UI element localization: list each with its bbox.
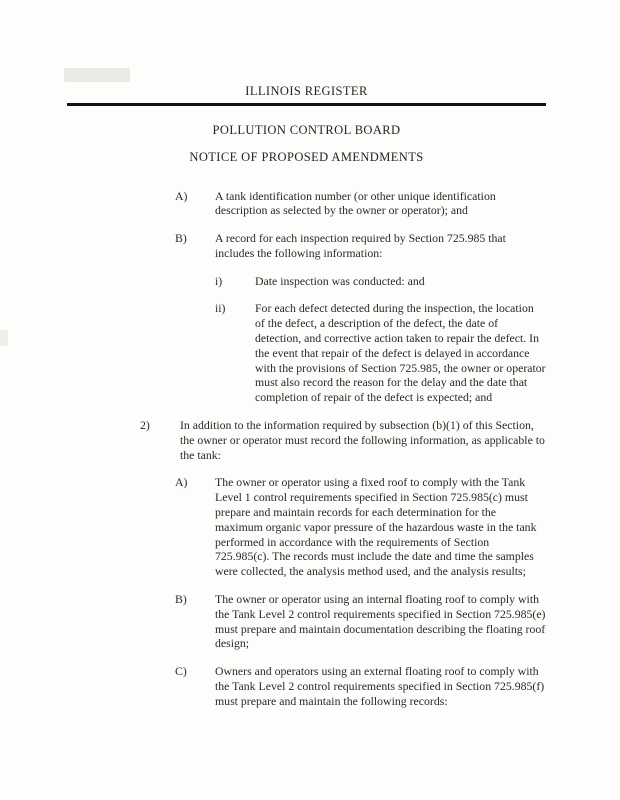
item-text: A record for each inspection required by Section 725.985 that includes the following information: — [215, 231, 506, 260]
list-item — [215, 274, 546, 289]
item-label: i) — [215, 273, 223, 288]
list-item — [175, 189, 546, 219]
item-label: B) — [175, 592, 187, 607]
item-label: B) — [175, 231, 187, 246]
notice-title: NOTICE OF PROPOSED AMENDMENTS — [189, 149, 424, 164]
list-item — [215, 301, 546, 405]
item-text: For each defect detected during the inspection, the location of the defect, a description of the defect, the date of detection, and corrective action taken to repair the defect. In the event that repair of the defect is delayed in accordance with the provisions of Section 725.985, the owner or operator must also record the reason for the delay and the date that completion of repair of the defect is expected; and — [255, 301, 546, 405]
item-text: A tank identification number (or other unique identification description as selected by the owner or operator); and — [215, 188, 496, 218]
item-text: Owners and operators using an external floating roof to comply with the Tank Level 2 control requirements specified in Section 725.985(f) must prepare and maintain the following records: — [215, 664, 545, 708]
list-item — [175, 664, 546, 708]
board-title: POLLUTION CONTROL BOARD — [212, 122, 401, 137]
item-label: A) — [175, 188, 188, 203]
item-label: 2) — [140, 418, 150, 433]
list-item — [140, 418, 546, 462]
item-text: The owner or operator using an internal floating roof to comply with the Tank Level 2 control requirements specified in Section 725.985(e) must prepare and maintain documentation describing the floating roof design; — [215, 592, 546, 651]
outline-list — [67, 189, 546, 709]
item-label: C) — [175, 664, 187, 679]
scan-artifact — [64, 68, 130, 82]
scan-artifact — [0, 330, 8, 346]
item-label: A) — [175, 475, 188, 490]
header-rule — [67, 103, 546, 106]
item-text: Date inspection was conducted: and — [255, 273, 425, 288]
item-text: The owner or operator using a fixed roof to comply with the Tank Level 1 control requirements specified in Section 725.985(c) must prepare and maintain records for each determination for the maximum organic vapor pressure of the hazardous waste in the tank performed in accordance with the requirements of Section 725.985(c). The records must include the date and time the samples were collected, the analysis method used, and the analysis results; — [215, 475, 537, 579]
list-item — [175, 592, 546, 651]
page-title: ILLINOIS REGISTER — [245, 84, 368, 98]
item-text: In addition to the information required by subsection (b)(1) of this Section, the owner or operator must record the following information, as applicable to the tank: — [180, 418, 545, 462]
item-label: ii) — [215, 301, 226, 316]
list-item — [175, 475, 546, 579]
document-content — [67, 84, 546, 709]
list-item — [175, 231, 546, 261]
